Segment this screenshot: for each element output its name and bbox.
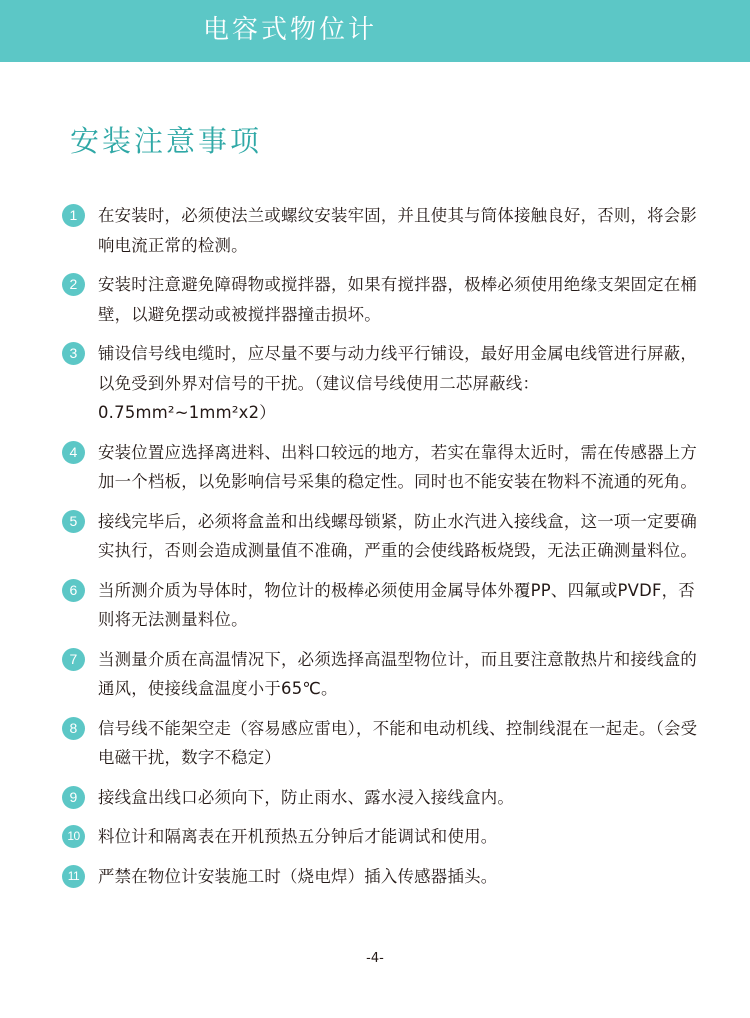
note-text: 接线盒出线口必须向下，防止雨水、露水浸入接线盒内。 <box>98 787 515 807</box>
number-badge: 2 <box>62 273 85 296</box>
number-badge: 7 <box>62 648 85 671</box>
note-item <box>62 270 702 329</box>
number-badge: 8 <box>62 717 85 740</box>
note-item <box>62 201 702 260</box>
page-number: -4- <box>366 951 384 966</box>
note-text: 料位计和隔离表在开机预热五分钟后才能调试和使用。 <box>98 827 498 846</box>
note-item <box>62 714 702 773</box>
note-item <box>62 822 702 852</box>
number-badge: 10 <box>62 825 85 848</box>
number-badge: 3 <box>62 342 85 365</box>
note-item <box>62 576 702 635</box>
note-item <box>62 339 702 428</box>
note-text: 安装时注意避免障碍物或搅拌器，如果有搅拌器，极棒必须使用绝缘支架固定在桶壁，以避免摆动或被搅拌器撞击损坏。 <box>98 275 698 324</box>
number-badge: 1 <box>62 204 85 227</box>
number-badge: 9 <box>62 786 85 809</box>
note-item <box>62 783 702 813</box>
note-text: 铺设信号线电缆时，应尽量不要与动力线平行铺设，最好用金属电线管进行屏蔽，以免受到外界对信号的干扰。（建议信号线使用二芯屏蔽线：0.75mm²~1mm²x2） <box>98 344 698 422</box>
number-badge: 6 <box>62 579 85 602</box>
section-title: 安装注意事项 <box>70 124 263 158</box>
note-item <box>62 645 702 704</box>
note-text: 在安装时，必须使法兰或螺纹安装牢固，并且使其与筒体接触良好，否则，将会影响电流正常的检测。 <box>98 206 698 255</box>
notes-list <box>62 201 702 901</box>
note-text: 信号线不能架空走（容易感应雷电），不能和电动机线、控制线混在一起走。（会受电磁干扰，数字不稳定） <box>98 718 698 767</box>
number-badge: 11 <box>62 865 85 888</box>
note-item <box>62 438 702 497</box>
note-text: 接线完毕后，必须将盒盖和出线螺母锁紧，防止水汽进入接线盒，这一项一定要确实执行，否则会造成测量值不准确，严重的会使线路板烧毁，无法正确测量料位。 <box>98 511 698 560</box>
note-text: 当所测介质为导体时，物位计的极棒必须使用金属导体外覆PP、四氟或PVDF，否则将无法测量料位。 <box>98 580 695 629</box>
header-bar <box>0 0 750 62</box>
header-title: 电容式物位计 <box>203 15 378 45</box>
note-item <box>62 862 702 892</box>
number-badge: 5 <box>62 510 85 533</box>
number-badge: 4 <box>62 441 85 464</box>
note-item <box>62 507 702 566</box>
note-text: 当测量介质在高温情况下，必须选择高温型物位计，而且要注意散热片和接线盒的通风，使接线盒温度小于65℃。 <box>98 649 698 698</box>
note-text: 严禁在物位计安装施工时（烧电焊）插入传感器插头。 <box>98 866 498 886</box>
note-text: 安装位置应选择离进料、出料口较远的地方，若实在靠得太近时，需在传感器上方加一个档板，以免影响信号采集的稳定性。同时也不能安装在物料不流通的死角。 <box>98 442 698 491</box>
